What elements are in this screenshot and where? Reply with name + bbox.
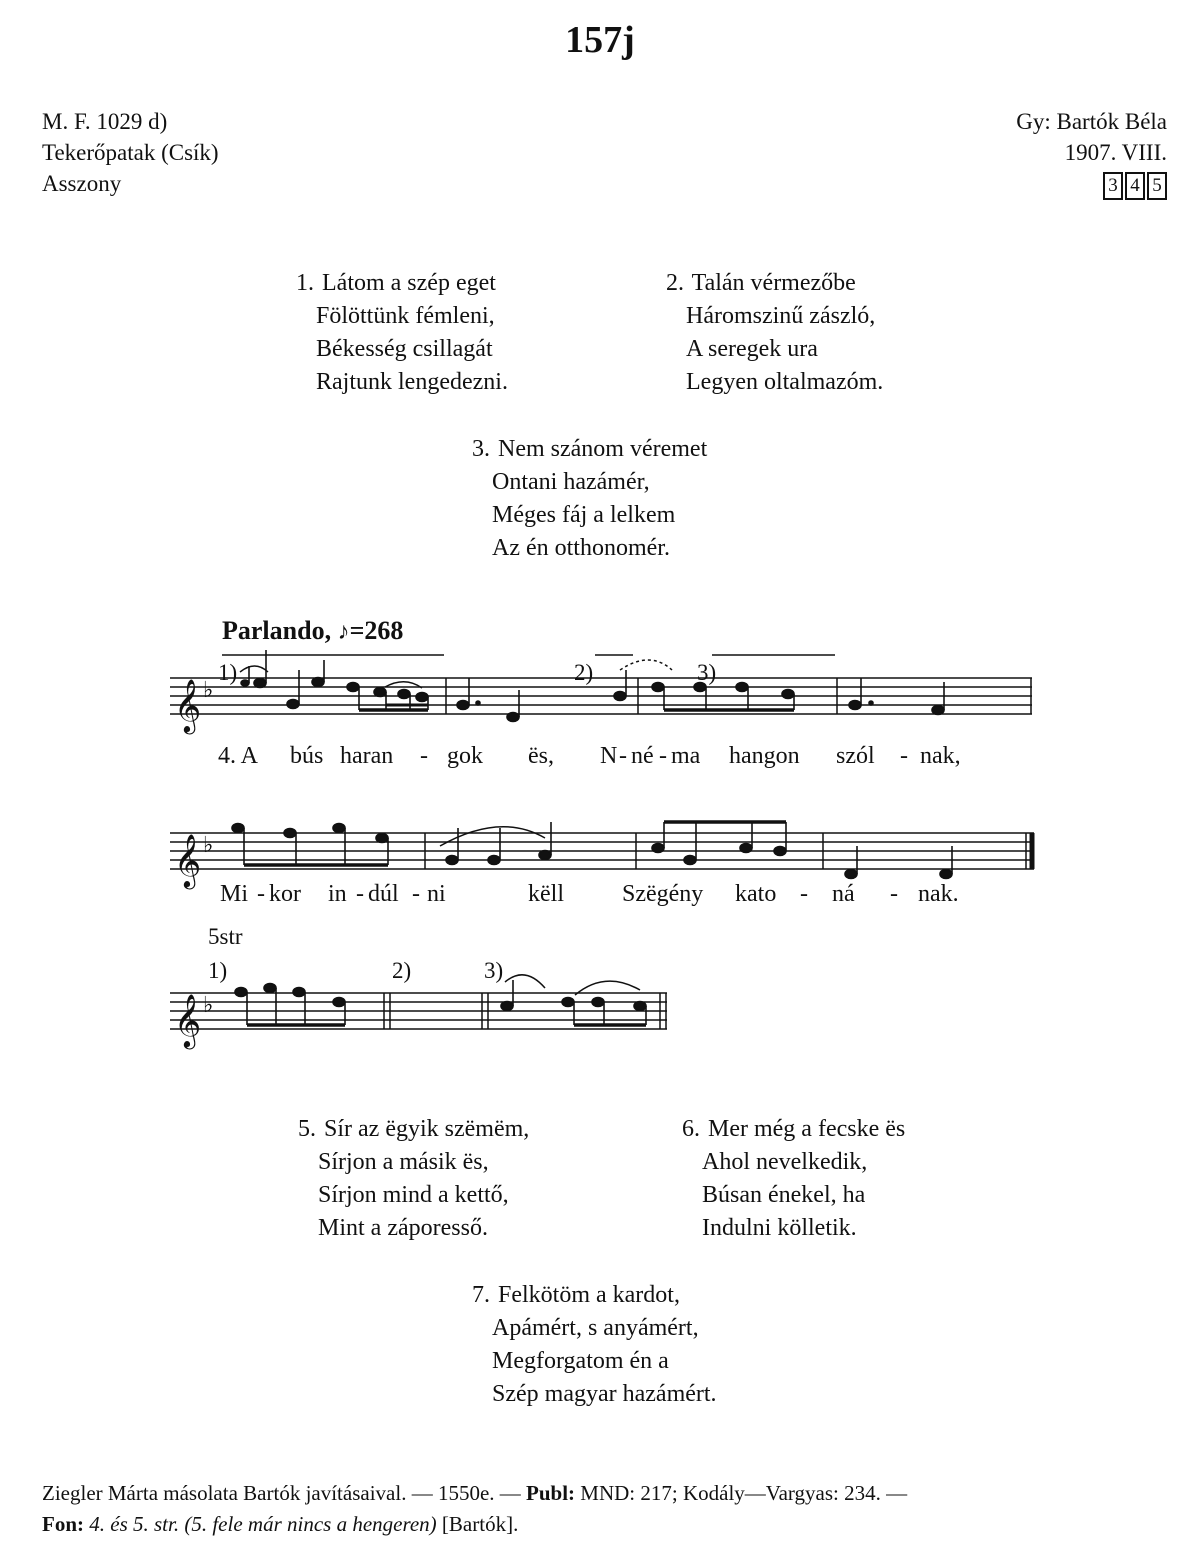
fon-end: [Bartók].: [441, 1512, 519, 1536]
lyric-hyphen: -: [257, 881, 265, 907]
lyric-syllable: né: [631, 743, 654, 769]
lyric-syllable: N: [600, 743, 618, 769]
lyric-syllable: kato: [735, 881, 777, 907]
publ-label: Publ:: [526, 1481, 576, 1505]
tempo-value: =268: [349, 616, 404, 645]
verse-7: [460, 1279, 717, 1411]
lyric-syllable: in: [328, 881, 347, 907]
page-title: 157j: [565, 19, 635, 61]
treble-clef-icon: 𝄞: [174, 678, 202, 732]
verse-number: 7.: [472, 1282, 490, 1308]
collection-number: M. F. 1029 d): [42, 109, 168, 134]
verse-line: Sírjon a másik ës,: [318, 1149, 489, 1175]
lyric-hyphen: -: [890, 881, 898, 907]
fon-label: Fon:: [42, 1512, 84, 1536]
footer-notes: [42, 1478, 1172, 1540]
collector: Gy: Bartók Béla: [1016, 109, 1167, 134]
cadence-box: 3: [1103, 172, 1123, 200]
footer-line-2: [42, 1509, 1172, 1540]
lyric-syllable: nak.: [918, 881, 959, 907]
lyric-syllable: hangon: [729, 743, 800, 769]
verse-5: [286, 1113, 529, 1245]
tempo-text: Parlando,: [222, 616, 332, 645]
lyric-syllable: szól: [836, 743, 875, 769]
lyric-hyphen: -: [420, 743, 428, 769]
variant-number: 1): [208, 958, 228, 983]
verse-line: Legyen oltalmazóm.: [686, 369, 884, 395]
copy-note: Ziegler Márta másolata Bartók javításaival. — 1550e. —: [42, 1481, 521, 1505]
verse-line: Apámért, s anyámért,: [492, 1315, 699, 1341]
verse-line: Sír az ëgyik szëmëm,: [324, 1116, 530, 1142]
lyric-syllable: këll: [528, 881, 564, 907]
lyrics-line-2: [0, 881, 1200, 911]
variant-mark: 3): [697, 660, 717, 685]
flat-icon: ♭: [203, 833, 214, 858]
lyric-syllable: gok: [447, 743, 483, 769]
lyric-syllable: 4. A: [218, 743, 259, 769]
lyric-hyphen: -: [800, 881, 808, 907]
variants-label: 5str: [208, 924, 243, 949]
verse-number: 6.: [682, 1116, 700, 1142]
lyric-syllable: ná: [832, 881, 855, 907]
lyric-hyphen: -: [659, 743, 667, 769]
lyric-syllable: bús: [290, 743, 324, 769]
verse-number: 1.: [296, 270, 314, 296]
fon-note: 4. és 5. str. (5. fele már nincs a hengeren): [89, 1512, 437, 1536]
verse-line: Békesség csillagát: [316, 336, 493, 362]
verse-line: Talán vérmezőbe: [691, 270, 856, 296]
lyric-hyphen: -: [900, 743, 908, 769]
verse-line: Ahol nevelkedik,: [702, 1149, 868, 1175]
publ-text: MND: 217; Kodály—Vargyas: 234. —: [580, 1481, 908, 1505]
verse-line: Rajtunk lengedezni.: [316, 369, 508, 395]
verse-number: 3.: [472, 436, 490, 462]
verse-line: Búsan énekel, ha: [702, 1182, 866, 1208]
lyric-syllable: kor: [269, 881, 301, 907]
cadence-box: 4: [1125, 172, 1145, 200]
flat-icon: ♭: [203, 993, 214, 1018]
treble-clef-icon: 𝄞: [174, 993, 202, 1047]
footer-line-1: [42, 1478, 1172, 1509]
location: Tekerőpatak (Csík): [42, 140, 219, 165]
lyric-syllable: Mi: [220, 881, 249, 907]
verse-line: Méges fáj a lelkem: [492, 502, 676, 528]
lyric-syllable: dúl: [368, 881, 399, 907]
verse-line: Sírjon mind a kettő,: [318, 1182, 509, 1208]
verse-line: Mint a záporesső.: [318, 1215, 488, 1241]
lyric-hyphen: -: [619, 743, 627, 769]
treble-clef-icon: 𝄞: [174, 833, 202, 887]
lyrics-line-1: [0, 743, 1200, 773]
verse-line: Látom a szép eget: [322, 270, 496, 296]
lyric-hyphen: -: [356, 881, 364, 907]
lyric-syllable: haran: [340, 743, 394, 769]
lyric-hyphen: -: [412, 881, 420, 907]
flat-icon: ♭: [203, 678, 214, 703]
lyric-syllable: nak,: [920, 743, 961, 769]
verse-line: A seregek ura: [686, 336, 818, 362]
verse-line: Szép magyar hazámért.: [492, 1381, 717, 1407]
verse-line: Fölöttünk fémleni,: [316, 303, 495, 329]
verse-line: Nem szánom véremet: [498, 436, 708, 462]
verse-6: [670, 1113, 905, 1245]
variant-number: 2): [392, 958, 412, 983]
verse-line: Háromszinű zászló,: [686, 303, 876, 329]
collection-date: 1907. VIII.: [1064, 140, 1167, 165]
variant-mark: 1): [218, 660, 238, 685]
variant-number: 3): [484, 958, 504, 983]
performer: Asszony: [42, 171, 122, 196]
verse-line: Megforgatom én a: [492, 1348, 669, 1374]
lyric-syllable: ni: [427, 881, 446, 907]
verse-line: Ontani hazámér,: [492, 469, 650, 495]
lyric-syllable: ës,: [528, 743, 554, 769]
verse-number: 2.: [666, 270, 684, 296]
lyric-syllable: ma: [671, 743, 701, 769]
eighth-note-icon: ♪: [337, 619, 350, 645]
verse-number: 5.: [298, 1116, 316, 1142]
verse-line: Az én otthonomér.: [492, 535, 670, 561]
verse-line: Mer még a fecske ës: [708, 1116, 906, 1142]
verse-line: Indulni kölletik.: [702, 1215, 857, 1241]
slurs: [240, 660, 672, 995]
variant-mark: 2): [574, 660, 594, 685]
cadence-box: 5: [1147, 172, 1167, 200]
lyric-syllable: Szëgény: [622, 881, 704, 907]
verse-line: Felkötöm a kardot,: [498, 1282, 680, 1308]
